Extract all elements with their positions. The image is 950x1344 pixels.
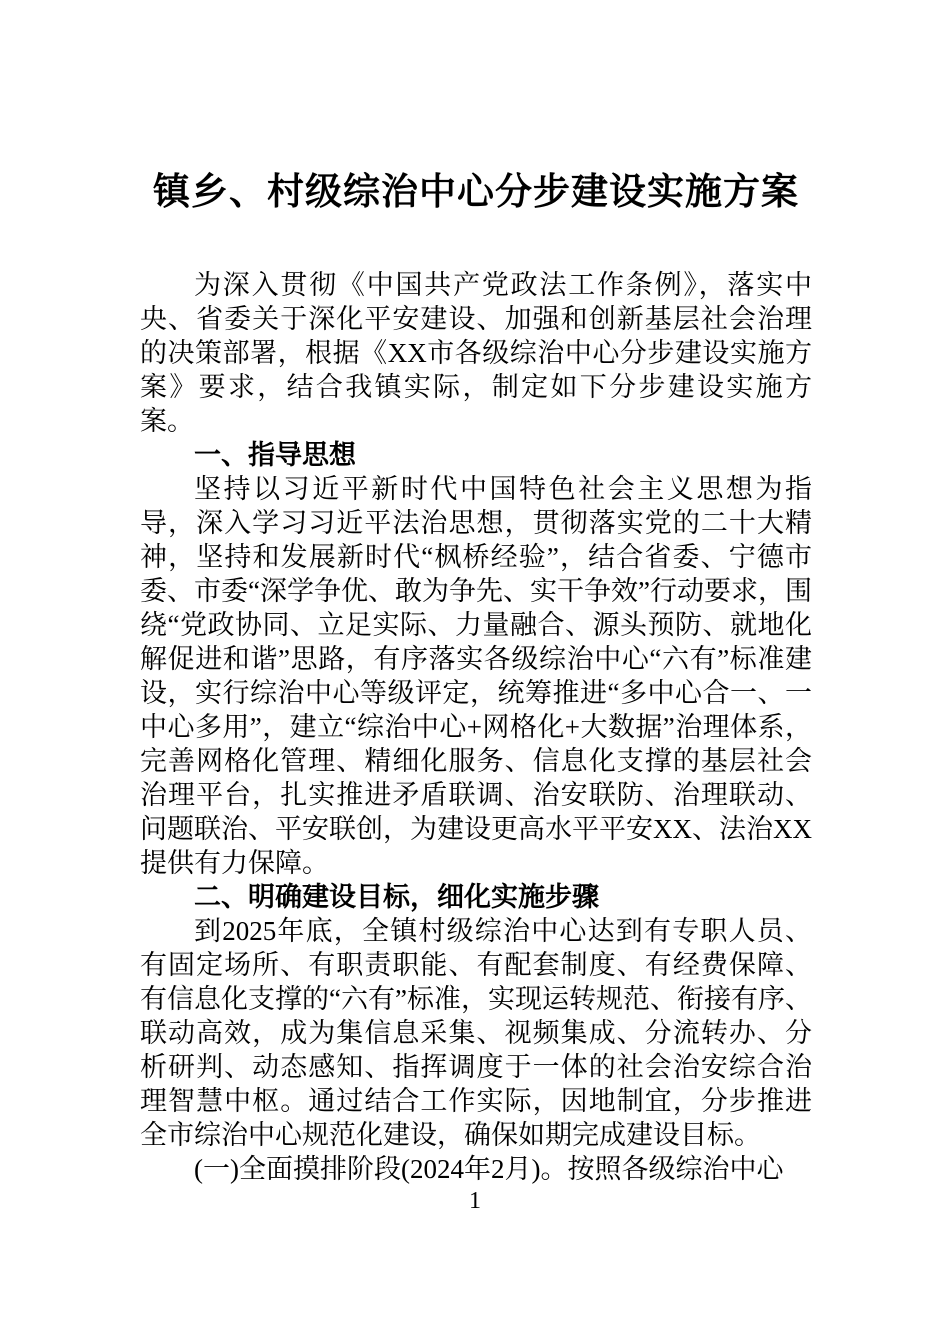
document-title: 镇乡、村级综治中心分步建设实施方案 xyxy=(153,171,799,212)
paragraph-guiding-ideology: 坚持以习近平新时代中国特色社会主义思想为指导，深入学习习近平法治思想，贯彻落实党的二十大精神，坚持和发展新时代“枫桥经验”，结合省委、宁德市委、市委“深学争优、敢为争先、实干争效”行动要求，围绕“党政协同、立足实际、力量融合、源头预防、就地化解促进和谐”思路，有序落实各级综治中心“六有”标准建设，实行综治中心等级评定，统筹推进“多中心合一、一中心多用”，建立“综治中心+网格化+大数据”治理体系，完善网格化管理、精细化服务、信息化支撑的基层社会治理平台，扎实推进矛盾联调、治安联防、治理联动、问题联治、平安联创，为建设更高水平平安XX、法治XX提供有力保障。 xyxy=(140,474,812,878)
page-number: 1 xyxy=(469,1188,481,1214)
paragraph-intro: 为深入贯彻《中国共产党政法工作条例》，落实中央、省委关于深化平安建设、加强和创新基层社会治理的决策部署，根据《XX市各级综治中心分步建设实施方案》要求，结合我镇实际，制定如下分步建设实施方案。 xyxy=(140,270,812,436)
section-heading-1: 一、指导思想 xyxy=(194,440,356,470)
section-heading-2: 二、明确建设目标，细化实施步骤 xyxy=(194,882,599,912)
paragraph-phase-1: (一)全面摸排阶段(2024年2月)。按照各级综治中心 xyxy=(194,1154,784,1184)
paragraph-construction-goals: 到2025年底，全镇村级综治中心达到有专职人员、有固定场所、有职责职能、有配套制度、有经费保障、有信息化支撑的“六有”标准，实现运转规范、衔接有序、联动高效，成为集信息采集、视频集成、分流转办、分析研判、动态感知、指挥调度于一体的社会治安综合治理智慧中枢。通过结合工作实际，因地制宜，分步推进全市综治中心规范化建设，确保如期完成建设目标。 xyxy=(140,916,812,1150)
